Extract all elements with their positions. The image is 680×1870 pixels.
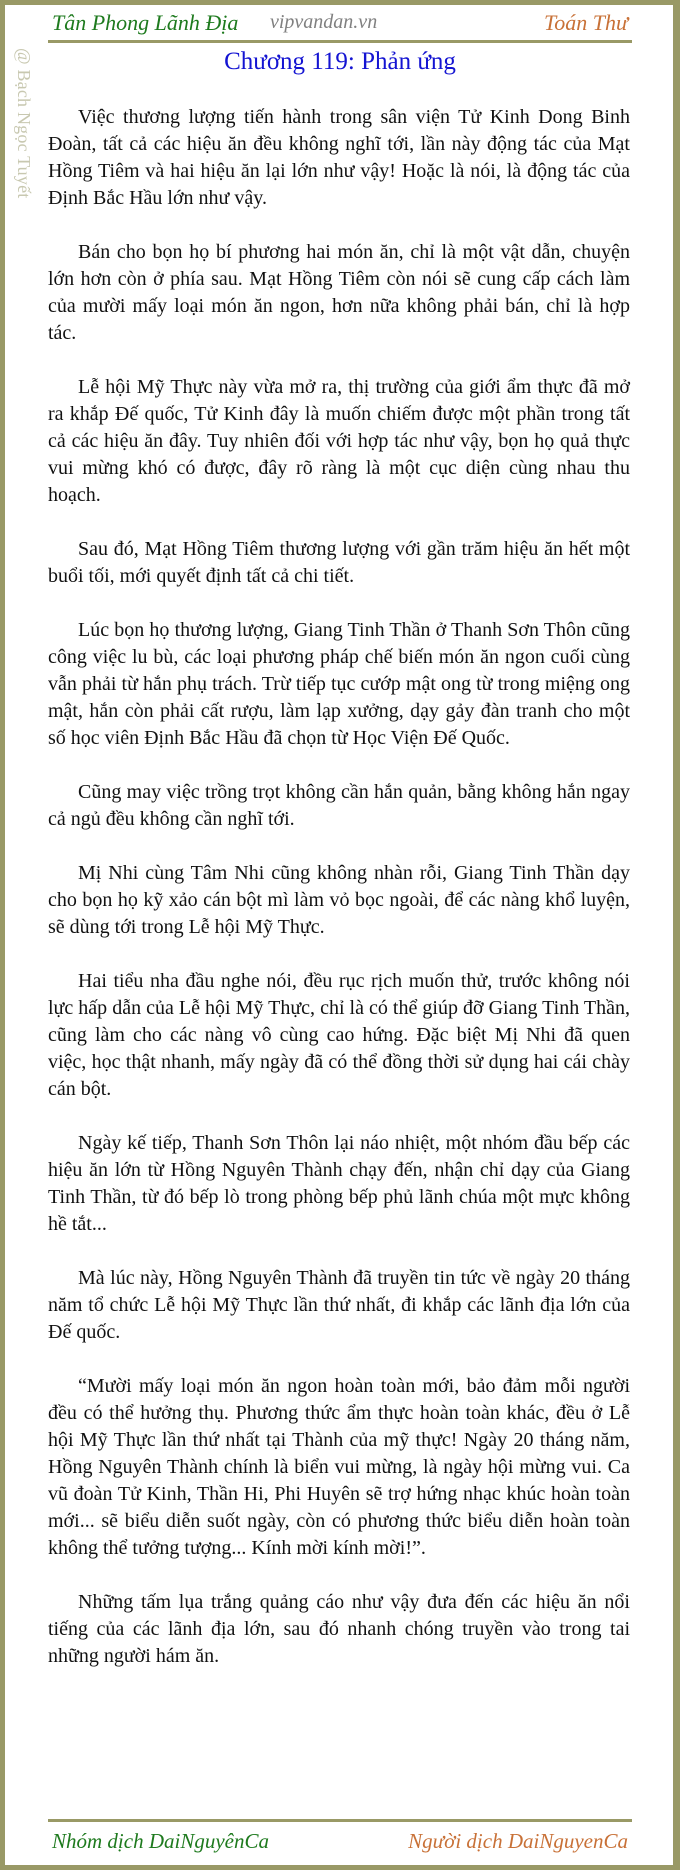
paragraph: Lúc bọn họ thương lượng, Giang Tinh Thần ở Thanh Sơn Thôn cũng công việc lu bù, các loại phương pháp chế biến món ăn ngon cuối cùng vẫn phải từ hắn phụ trách. Trừ tiếp tục cướp mật ong từ trong miệng ong mật, hắn còn phải cất rượu, làm lạp xưởng, dạy gảy đàn tranh cho một số học viên Định Bắc Hầu đã chọn từ Học Viện Đế Quốc. bbox=[48, 619, 630, 749]
paragraph: Những tấm lụa trắng quảng cáo như vậy đưa đến các hiệu ăn nổi tiếng của các lãnh địa lớn, sau đó nhanh chóng truyền vào trong tai những người hám ăn. bbox=[48, 1591, 630, 1667]
paragraph: Lễ hội Mỹ Thực này vừa mở ra, thị trường của giới ẩm thực đã mở ra khắp Đế quốc, Tử Kinh đây là muốn chiếm được một phần trong tất cả các hiệu ăn đây. Tuy nhiên đối với hợp tác như vậy, bọn họ quả thực vui mừng khó có được, đây rõ ràng là một cục diện cùng nhau thu hoạch. bbox=[48, 376, 630, 506]
paragraph: Mị Nhi cùng Tâm Nhi cũng không nhàn rỗi, Giang Tinh Thần dạy cho bọn họ kỹ xảo cán bột mì làm vỏ bọc ngoài, để các nàng khổ luyện, sẽ dùng tới trong Lễ hội Mỹ Thực. bbox=[48, 862, 630, 938]
translation-group: Nhóm dịch DaiNguyênCa bbox=[52, 1829, 269, 1853]
watermark: @ Bạch Ngọc Tuyết bbox=[14, 48, 34, 199]
translator-name: Người dịch DaiNguyenCa bbox=[408, 1829, 628, 1853]
chapter-content bbox=[48, 104, 630, 1697]
paragraph: Cũng may việc trồng trọt không cần hắn quản, bằng không hắn ngay cả ngủ đều không cần nghĩ tới. bbox=[48, 781, 630, 830]
page-header bbox=[48, 6, 632, 40]
site-name: vipvandan.vn bbox=[270, 11, 378, 33]
paragraph: Việc thương lượng tiến hành trong sân viện Tử Kinh Dong Binh Đoàn, tất cả các hiệu ăn đều không nghĩ tới, lần này động tác của Mạt Hồng Tiêm và hai hiệu ăn lại lớn như vậy! Hoặc là nói, là động tác của Định Bắc Hầu lớn như vậy. bbox=[48, 106, 630, 209]
paragraph: Bán cho bọn họ bí phương hai món ăn, chỉ là một vật dẫn, chuyện lớn hơn còn ở phía sau. Mạt Hồng Tiêm còn nói sẽ cung cấp cách làm của mười mấy loại món ăn ngon, hơn nữa không phải bán, chỉ là hợp tác. bbox=[48, 241, 630, 344]
paragraph: Mà lúc này, Hồng Nguyên Thành đã truyền tin tức về ngày 20 tháng năm tổ chức Lễ hội Mỹ Thực lần thứ nhất, đi khắp các lãnh địa lớn của Đế quốc. bbox=[48, 1267, 630, 1343]
paragraph: Sau đó, Mạt Hồng Tiêm thương lượng với gần trăm hiệu ăn hết một buổi tối, mới quyết định tất cả chi tiết. bbox=[48, 538, 630, 587]
paragraph: “Mười mấy loại món ăn ngon hoàn toàn mới, bảo đảm mỗi người đều có thể hưởng thụ. Phương thức ẩm thực hoàn toàn khác, đều ở Lễ hội Mỹ Thực lần thứ nhất tại Thành của mỹ thực! Ngày 20 tháng năm, Hồng Nguyên Thành chính là biển vui mừng, là ngày hội mừng vui. Ca vũ đoàn Tử Kinh, Thần Hi, Phi Huyên sẽ trợ hứng nhạc khúc hoàn toàn mới... sẽ biểu diễn suốt ngày, còn có phương thức biểu diễn hoàn toàn không thể tưởng tượng... Kính mời kính mời!”. bbox=[48, 1375, 630, 1559]
paragraph: Hai tiểu nha đầu nghe nói, đều rục rịch muốn thử, trước không nói lực hấp dẫn của Lễ hội Mỹ Thực, chỉ là có thể giúp đỡ Giang Tinh Thần, cũng làm cho các nàng vô cùng cao hứng. Đặc biệt Mị Nhi đã quen việc, học thật nhanh, mấy ngày đã có thể đồng thời sử dụng hai cái chày cán bột. bbox=[48, 970, 630, 1100]
book-title: Tân Phong Lãnh Địa bbox=[52, 10, 239, 35]
author-name: Toán Thư bbox=[544, 10, 628, 35]
header-divider bbox=[48, 40, 632, 43]
paragraph: Ngày kế tiếp, Thanh Sơn Thôn lại náo nhiệt, một nhóm đầu bếp các hiệu ăn lớn từ Hồng Nguyên Thành chạy đến, nhận chỉ dạy của Giang Tinh Thần, từ đó bếp lò trong phòng bếp phủ lãnh chúa một mực không hề tắt... bbox=[48, 1132, 630, 1235]
footer-divider bbox=[48, 1819, 632, 1822]
chapter-title: Chương 119: Phản ứng bbox=[224, 48, 456, 75]
